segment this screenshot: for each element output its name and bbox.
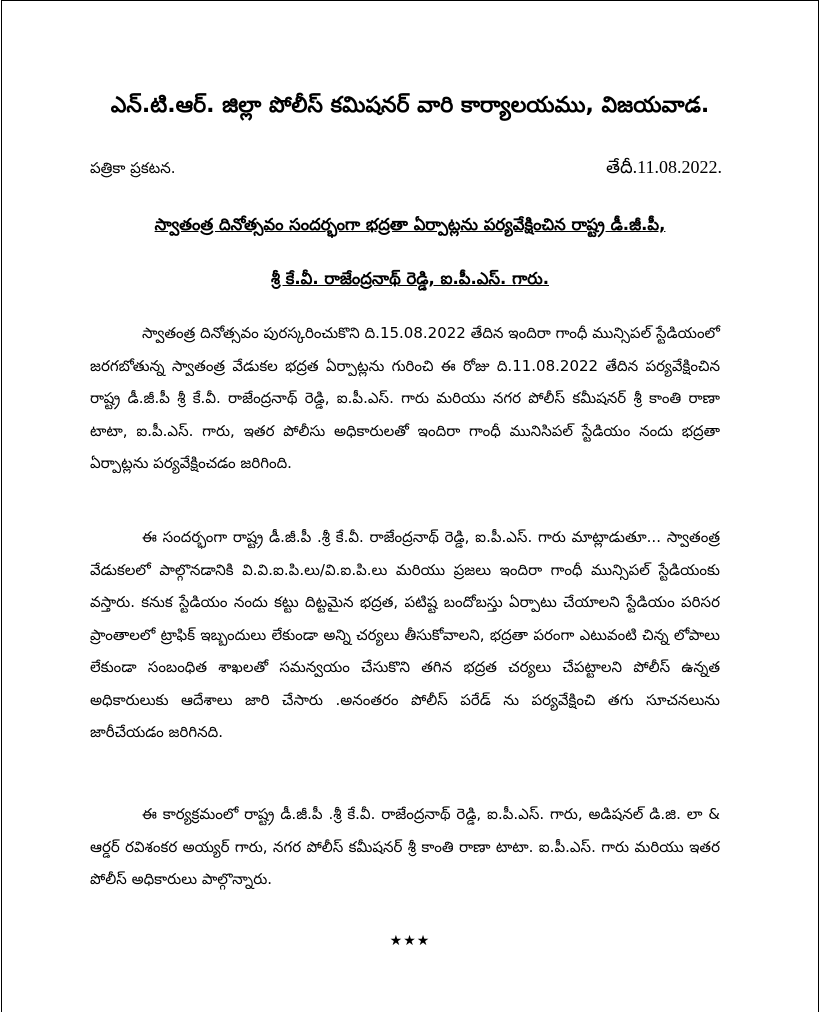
meta-row bbox=[90, 157, 722, 182]
press-release-page bbox=[1, 0, 819, 1012]
subject-line-1: స్వాతంత్ర దినోత్సవం సందర్భంగా భద్రతా ఏర్పాట్లను పర్యవేక్షించిన రాష్ట్ర డీ.జీ.పీ, bbox=[154, 215, 666, 234]
body-paragraph-1: స్వాతంత్ర దినోత్సవం పురస్కరించుకొని ది.15.08.2022 తేదిన ఇందిరా గాంధీ మున్సిపల్ స్టేడియంలో జరగబోతున్న స్వాతంత్ర వేడుకల భద్రత ఏర్పాట్లను గురించి ఈ రోజు ది.11.08.2022 తేదిన పర్యవేక్షించిన రాష్ట్ర డీ.జీ.పీ శ్రీ కే.వీ. రాజేంద్రనాథ్ రెడ్డి, ఐ.పీ.ఎస్. గారు మరియు నగర పోలీస్ కమీషనర్ శ్రీ కాంతి రాణా టాటా, ఐ.పీ.ఎస్. గారు, ఇతర పోలీసు అధికారులతో ఇందిరా గాంధీ మునిసిపల్ స్టేడియం నందు భద్రతా ఏర్పాట్లను పర్యవేక్షించడం జరిగింది. bbox=[90, 324, 720, 472]
release-date: తేదీ.11.08.2022. bbox=[605, 157, 722, 177]
office-title: ఎన్.టి.ఆర్. జిల్లా పోలీస్ కమిషనర్ వారి కార్యాలయము, విజయవాడ. bbox=[110, 93, 710, 118]
subject-line-2: శ్రీ కే.వీ. రాజేంద్రనాథ్ రెడ్డి, ఐ.పీ.ఎస్. గారు. bbox=[270, 269, 550, 288]
end-stars: ★★★ bbox=[389, 933, 431, 949]
body-paragraph-2: ఈ సందర్భంగా రాష్ట్ర డీ.జీ.పీ .శ్రీ కే.వీ. రాజేంద్రనాథ్ రెడ్డి, ఐ.పీ.ఎస్. గారు మాట్లాడుతూ... స్వాతంత్ర వేడుకలలో పాల్గొనడానికి వి.వి.ఐ.పి.లు/వి.ఐ.పి.లు మరియు ప్రజలు ఇందిరా గాంధీ మున్సిపల్ స్టేడియంకు వస్తారు. కనుక స్టేడియం నందు కట్టు దిట్టమైన భద్రత, పటిష్ట బందోబస్తు ఏర్పాటు చేయాలని స్టేడియం పరిసర ప్రాంతాలలో ట్రాఫిక్ ఇబ్బందులు లేకుండా అన్ని చర్యలు తీసుకోవాలని, భద్రతా పరంగా ఎటువంటి చిన్న లోపాలు లేకుండా సంబంధిత శాఖలతో సమన్వయం చేసుకొని తగిన భద్రత చర్యలు చేపట్టాలని పోలీస్ ఉన్నత అధికారులుకు ఆదేశాలు జారి చేసారు .అనంతరం పోలీస్ పరేడ్ ను పర్యవేక్షించి తగు సూచనలును జారీచేయడం జరిగినది. bbox=[90, 528, 720, 741]
body-paragraph-3: ఈ కార్యక్రమంలో రాష్ట్ర డీ.జీ.పీ .శ్రీ కే.వీ. రాజేంద్రనాథ్ రెడ్డి, ఐ.పీ.ఎస్. గారు, అడిషనల్ డి.జి. లా & ఆర్డర్ రవిశంకర అయ్యర్ గారు, నగర పోలీస్ కమీషనర్ శ్రీ కాంతి రాణా టాటా. ఐ.పీ.ఎస్. గారు మరియు ఇతర పోలీస్ అధికారులు పాల్గొన్నారు. bbox=[90, 805, 720, 888]
press-note-label: పత్రికా ప్రకటన. bbox=[90, 159, 176, 177]
